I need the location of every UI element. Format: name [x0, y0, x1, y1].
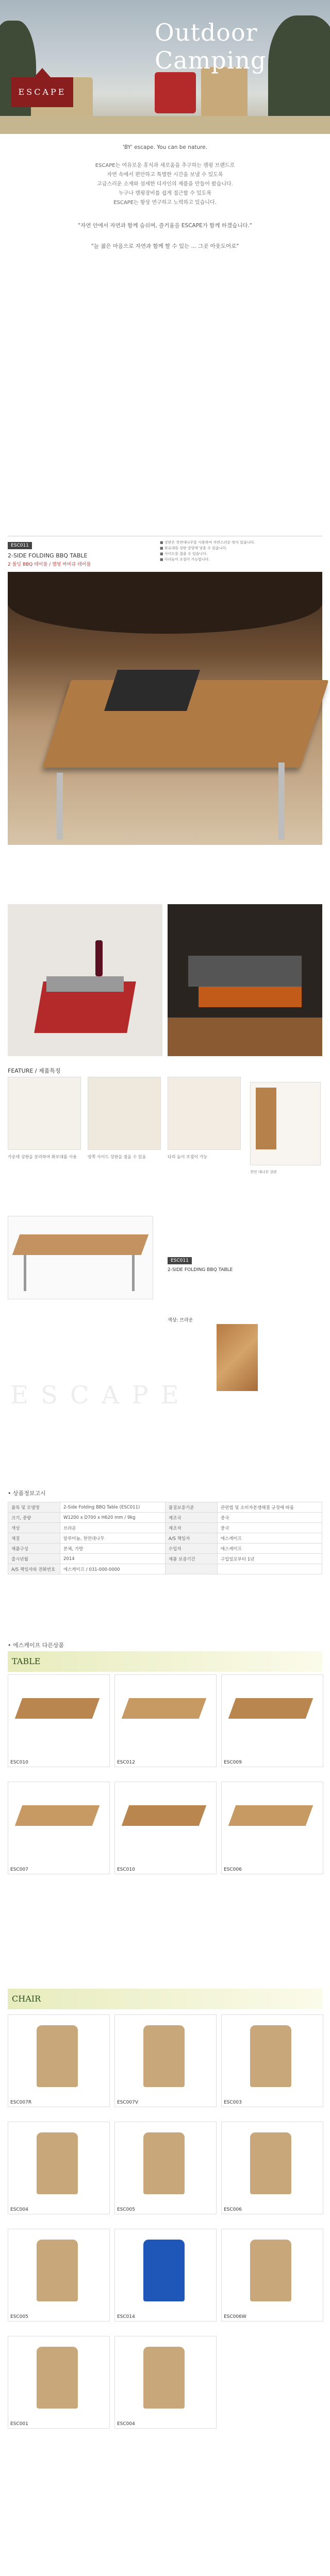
chair-thumb[interactable] — [8, 2014, 110, 2107]
spec-key: 크기, 중량 — [8, 1513, 60, 1523]
intro-line: "자연 안에서 자연과 함께 숨쉬며, 즐거움을 ESCAPE가 함께 하겠습니다." — [78, 223, 252, 229]
chair-thumb[interactable] — [8, 2229, 110, 2321]
chair-code: ESC006W — [224, 2314, 246, 2319]
spec-key: 제품구성 — [8, 1544, 60, 1554]
spec-value: 중국 — [217, 1523, 322, 1533]
spec-value: 에스케이프 — [217, 1544, 322, 1554]
spec-row — [8, 1564, 322, 1574]
table-code: ESC010 — [117, 1867, 135, 1872]
chair-thumb[interactable] — [114, 2229, 217, 2321]
table-thumb[interactable] — [221, 1674, 323, 1767]
feature-text: 가운데 상판을 분리하여 화로대를 사용 — [8, 1155, 77, 1159]
chair-code: ESC014 — [117, 2314, 135, 2319]
product-desc: 2 폴딩 BBQ 테이블 / 캠핑 바비큐 테이블 — [8, 562, 91, 567]
chair-shape — [143, 2240, 185, 2301]
spec-key: 품목 및 모델명 — [8, 1502, 60, 1513]
table-code: ESC012 — [117, 1760, 135, 1765]
table-thumb[interactable] — [8, 1782, 110, 1874]
spec-key: 제조국 — [165, 1513, 217, 1523]
spec-value: 구입일로부터 1년 — [217, 1554, 322, 1564]
chair-code: ESC005 — [117, 2207, 135, 2212]
table-leg — [132, 1255, 135, 1291]
table-code: ESC006 — [224, 1867, 242, 1872]
intro-section — [0, 134, 330, 289]
brand-logo — [11, 77, 73, 107]
grill-photo — [8, 904, 162, 1056]
chair-shape — [143, 2025, 185, 2087]
table-top — [12, 1234, 149, 1255]
bullet: ■ 화로대를 상판 중앙에 넣을 수 있습니다. — [160, 546, 227, 550]
wood-closeup — [250, 1082, 321, 1165]
feature-text: 양쪽 사이드 상판을 접을 수 있음 — [88, 1155, 146, 1159]
hero-title: Outdoor Camping — [155, 19, 267, 74]
chair-code: ESC004 — [10, 2207, 28, 2212]
table-top — [168, 1018, 322, 1056]
wine-bottle — [95, 940, 103, 976]
table-thumb[interactable] — [221, 1782, 323, 1874]
chair-thumb[interactable] — [221, 2014, 323, 2107]
intro-line: 'BY' escape. You can be nature. — [123, 144, 207, 150]
logo-text: ESCAPE — [18, 87, 67, 97]
chair-shape — [143, 2132, 185, 2194]
chair-photo — [201, 67, 248, 124]
right-caption: 천연 대나무 상판 — [250, 1170, 277, 1174]
color-label: 색상: 브라운 — [168, 1318, 193, 1323]
chair-thumb[interactable] — [114, 2122, 217, 2214]
table-shape — [228, 1805, 314, 1826]
table-leg — [24, 1255, 26, 1291]
spec-row — [8, 1502, 322, 1513]
spec-key: 수입자 — [165, 1544, 217, 1554]
intro-line: 고급스러운 소재와 섬세한 디자인의 제품을 만들어 왔습니다. — [97, 181, 233, 187]
grill-grate — [46, 976, 124, 992]
feature-text: 다리 높이 조절이 가능 — [168, 1155, 208, 1159]
intro-line: ESCAPE는 항상 연구하고 노력하고 있습니다. — [113, 200, 217, 206]
spec-row — [8, 1513, 322, 1523]
spec-key: 제조자 — [165, 1523, 217, 1533]
table-code: ESC007 — [10, 1867, 28, 1872]
chair-shape — [37, 2132, 78, 2194]
chair-thumb[interactable] — [114, 2336, 217, 2429]
chair-band — [8, 1989, 322, 2009]
chair-thumb[interactable] — [8, 2122, 110, 2214]
spec-value: 브라운 — [60, 1523, 166, 1533]
chair-shape — [37, 2240, 78, 2301]
chair-code: ESC007R — [10, 2100, 32, 2105]
chair-code: ESC004 — [117, 2421, 135, 2427]
table-thumb[interactable] — [8, 1674, 110, 1767]
spec-row — [8, 1523, 322, 1533]
spec-value: 관련법 및 소비자분쟁해결 규정에 따름 — [217, 1502, 322, 1513]
chair-shape — [250, 2240, 291, 2301]
spec-row — [8, 1554, 322, 1564]
bullet: ■ 상판은 천연대나무를 사용하여 자연스러운 멋이 있습니다. — [160, 540, 255, 545]
side-name: 2-SIDE FOLDING BBQ TABLE — [168, 1267, 233, 1273]
chair-shape — [37, 2347, 78, 2409]
intro-line: ESCAPE는 여유로운 휴식과 새로움을 추구하는 캠핑 브랜드로 — [95, 163, 235, 168]
spec-key: 색상 — [8, 1523, 60, 1533]
table-code: ESC009 — [224, 1760, 242, 1765]
intro-line: 자연 속에서 편안하고 특별한 시간을 보낼 수 있도록 — [107, 172, 223, 178]
spec-value: 2-Side Folding BBQ Table (ESC011) — [60, 1502, 166, 1513]
table-full-photo — [8, 1216, 153, 1299]
spec-value: 알루미늄, 천연대나무 — [60, 1533, 166, 1544]
feature-caption: FEATURE / 제품특징 — [8, 1067, 61, 1074]
spec-value: 본체, 가방 — [60, 1544, 166, 1554]
table-shape — [15, 1698, 100, 1719]
table-shape — [122, 1805, 207, 1826]
spec-key: 품질보증기준 — [165, 1502, 217, 1513]
spec-key: 재질 — [8, 1533, 60, 1544]
spec-table — [8, 1502, 322, 1574]
table-code: ESC010 — [10, 1760, 28, 1765]
category-heading: • 에스케이프 다른상품 — [8, 1642, 64, 1649]
chair-code: ESC003 — [224, 2100, 242, 2105]
table-shape — [15, 1805, 100, 1826]
tent-roof — [8, 572, 322, 634]
spec-key: 제품 보증기간 — [165, 1554, 217, 1564]
spec-key: A/S 책임자와 전화번호 — [8, 1564, 60, 1574]
table-leg — [278, 762, 285, 840]
spec-value — [217, 1564, 322, 1574]
spec-row — [8, 1533, 322, 1544]
table-thumb[interactable] — [114, 1674, 217, 1767]
chair-thumb[interactable] — [221, 2229, 323, 2321]
table-band — [8, 1651, 322, 1672]
wood-plank — [256, 1088, 276, 1149]
product-name: 2-SIDE FOLDING BBQ TABLE — [8, 552, 88, 559]
table-thumb[interactable] — [114, 1782, 217, 1874]
logo-triangle — [34, 68, 51, 77]
chair-band-label: CHAIR — [12, 1994, 41, 2004]
chair-code: ESC001 — [10, 2421, 28, 2427]
grill-shape — [104, 670, 200, 711]
feature-photo — [8, 1077, 81, 1150]
chair-thumb[interactable] — [114, 2014, 217, 2107]
product-code: ESC011 — [8, 542, 32, 549]
spec-heading: • 상품정보고시 — [8, 1490, 46, 1497]
ground — [0, 116, 330, 134]
spec-row — [8, 1544, 322, 1554]
spec-key — [165, 1564, 217, 1574]
chair-thumb[interactable] — [221, 2122, 323, 2214]
table-leg — [57, 773, 63, 840]
chair-code: ESC005 — [10, 2314, 28, 2319]
spec-value: W1200 x D700 x H620 mm / 9kg — [60, 1513, 166, 1523]
chair-shape — [250, 2025, 291, 2087]
spec-value: 중국 — [217, 1513, 322, 1523]
table-shape — [228, 1698, 314, 1719]
table-band-label: TABLE — [12, 1656, 41, 1666]
product-bullets — [160, 540, 255, 563]
spec-value: 에스케이프 — [217, 1533, 322, 1544]
spec-key: 출시년월 — [8, 1554, 60, 1564]
table-shape — [122, 1698, 207, 1719]
spec-value: 2014 — [60, 1554, 166, 1564]
feature-photo — [168, 1077, 241, 1150]
chair-code: ESC006 — [224, 2207, 242, 2212]
chair-shape — [250, 2132, 291, 2194]
fire — [199, 987, 302, 1007]
chair-photo — [155, 72, 196, 113]
spec-key: A/S 책임자 — [165, 1533, 217, 1544]
side-code: ESC011 — [168, 1257, 192, 1264]
bullet: ■ 사이드를 접을 수 있습니다. — [160, 552, 208, 556]
chair-shape — [143, 2347, 185, 2409]
chair-shape — [37, 2025, 78, 2087]
chair-thumb[interactable] — [8, 2336, 110, 2429]
brand-watermark: ESCAPE — [10, 1381, 191, 1410]
bullet: ■ 다리높이 조절이 가능합니다. — [160, 557, 210, 562]
feature-photo — [88, 1077, 161, 1150]
spec-value: 에스케이프 / 031-000-0000 — [60, 1564, 166, 1574]
intro-line: 누구나 캠핑장비를 쉽게 접근할 수 있도록 — [118, 191, 212, 196]
grill-fire-photo — [168, 904, 322, 1056]
grill-grate — [188, 956, 302, 987]
chair-code: ESC007V — [117, 2100, 139, 2105]
intro-line: "늘 젊은 마음으로 자연과 함께 할 수 있는 ... 그곳 아웃도어로" — [91, 243, 239, 249]
